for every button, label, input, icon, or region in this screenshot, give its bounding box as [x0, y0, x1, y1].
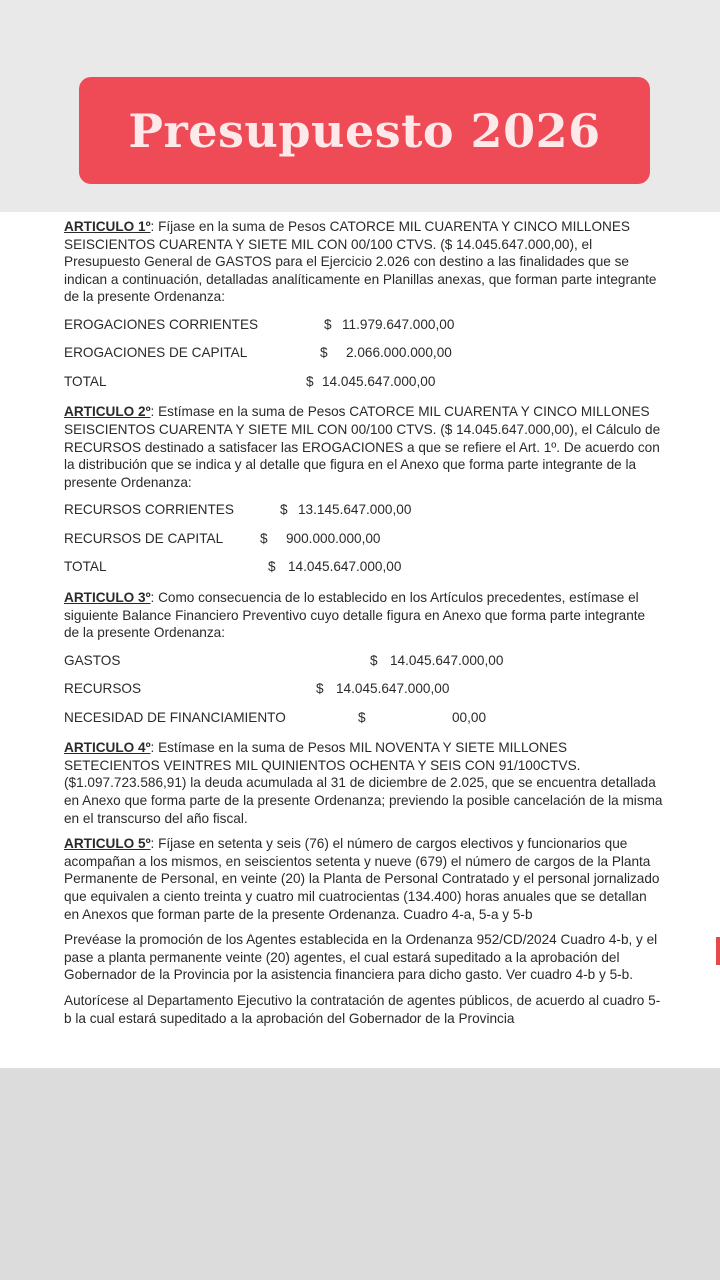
row-amount: 900.000.000,00	[286, 530, 381, 546]
bottom-background	[0, 1068, 720, 1280]
row-label: EROGACIONES DE CAPITAL	[64, 345, 248, 361]
row-amount: 14.045.647.000,00	[390, 652, 504, 668]
promotion-paragraph: Prevéase la promoción de los Agentes establecida en la Ordenanza 952/CD/2024 Cuadro 4-b, y el pase a planta permanente veinte (20) agentes, el cual estará supeditado a la aprobación del Gobernador de la Provincia por la asistencia financiera para dicho gasto. Ver cuadro 4-b y 5-b.	[64, 932, 658, 983]
row-amount: 14.045.647.000,00	[288, 559, 402, 575]
table-row	[64, 650, 664, 679]
row-amount: 13.145.647.000,00	[298, 502, 412, 518]
row-amount: 2.066.000.000,00	[346, 345, 452, 361]
currency-sign: $	[268, 559, 276, 575]
contracting-paragraph: Autorícese al Departamento Ejecutivo la contratación de agentes públicos, de acuerdo al cuadro 5-b la cual estará supeditado a la aprobación del Gobernador de la Provincia	[64, 992, 661, 1026]
article-text: : Estímase en la suma de Pesos MIL NOVENTA Y SIETE MILLONES SETECIENTOS VEINTRES MIL QUINIENTOS OCHENTA Y SEIS CON 91/100CTVS. ($1.097.723.586,91) la deuda acumulada al 31 de diciembre de 2.025, que se encuentra detallada en Anexo que forma parte de la presente Ordenanza; previendo la posible cancelación de la misma en el transcurso del año fiscal.	[64, 740, 663, 826]
currency-sign: $	[260, 530, 268, 546]
article-3	[64, 589, 664, 642]
document-body	[64, 218, 664, 1035]
balance-table	[64, 650, 664, 736]
article-text: : Como consecuencia de lo establecido en los Artículos precedentes, estímase el siguiente Balance Financiero Preventivo cuyo detalle figura en Anexo que forma parte integrante de la presente Ordenanza:	[64, 589, 646, 641]
table-row	[64, 499, 664, 528]
table-row	[64, 314, 664, 343]
banner-title: Presupuesto 2026	[128, 103, 601, 158]
row-label: EROGACIONES CORRIENTES	[64, 316, 259, 332]
row-amount: 00,00	[452, 709, 487, 725]
row-label: RECURSOS CORRIENTES	[64, 502, 234, 518]
row-amount: 14.045.647.000,00	[322, 373, 436, 389]
currency-sign: $	[358, 709, 366, 725]
article-heading: ARTICULO 1º	[64, 219, 151, 234]
article-heading: ARTICULO 2º	[64, 404, 151, 420]
currency-sign: $	[316, 681, 324, 697]
article-text: : Fíjase en la suma de Pesos CATORCE MIL CUARENTA Y CINCO MILLONES SEISCIENTOS CUARENTA Y SIETE MIL CON 00/100 CTVS. ($ 14.045.647.000,00), el Presupuesto General de GASTOS para el Ejercicio 2.026 con destino a las finalidades que se indican a continuación, detalladas analíticamente en Planillas anexas, que forman parte integrante de la presente Ordenanza:	[64, 219, 657, 305]
row-label: NECESIDAD DE FINANCIAMIENTO	[64, 709, 286, 725]
row-label: RECURSOS	[64, 681, 142, 697]
expenses-table	[64, 314, 664, 400]
article-4	[64, 739, 664, 827]
article-5	[64, 835, 664, 923]
table-row	[64, 556, 664, 585]
row-label: TOTAL	[64, 559, 107, 575]
table-row	[64, 707, 664, 736]
currency-sign: $	[280, 502, 288, 518]
row-amount: 14.045.647.000,00	[336, 681, 450, 697]
article-text: : Fíjase en setenta y seis (76) el número de cargos electivos y funcionarios que acompañan a los mismos, en seiscientos setenta y nueve (679) el número de cargos de la Planta Permanente de Personal, en veinte (20) la Planta de Personal Contratado y el personal jornalizado que equivalen a ciento treinta y cuatro mil cuatrocientas (134.400) horas anuales que se detallan en Anexos que forman parte de la presente Ordenanza. Cuadro 4-a, 5-a y 5-b	[64, 836, 660, 922]
title-banner	[79, 77, 650, 184]
currency-sign: $	[320, 345, 328, 361]
row-label: GASTOS	[64, 652, 121, 668]
article-1	[64, 218, 664, 306]
table-row	[64, 371, 664, 400]
row-label: TOTAL	[64, 373, 107, 389]
document-page	[0, 212, 720, 1068]
currency-sign: $	[306, 373, 314, 389]
row-label: RECURSOS DE CAPITAL	[64, 530, 224, 546]
resources-table	[64, 499, 664, 585]
table-row	[64, 528, 664, 557]
currency-sign: $	[370, 652, 378, 668]
article-2	[64, 403, 664, 491]
article-heading: ARTICULO 5º	[64, 836, 151, 852]
table-row	[64, 678, 664, 707]
table-row	[64, 342, 664, 371]
edge-marker	[716, 937, 720, 965]
article-text: : Estímase en la suma de Pesos CATORCE MIL CUARENTA Y CINCO MILLONES SEISCIENTOS CUARENTA Y SIETE MIL CON 00/100 CTVS. ($ 14.045.647.000,00), el Cálculo de RECURSOS destinado a satisfacer las EROGACIONES a que se refiere el Art. 1º. De acuerdo con la distribución que se indica y al detalle que figura en el Anexo que forma parte integrante de la presente Ordenanza:	[64, 404, 661, 490]
article-heading: ARTICULO 3º	[64, 589, 151, 605]
article-heading: ARTICULO 4º	[64, 740, 151, 756]
currency-sign: $	[324, 316, 332, 332]
row-amount: 11.979.647.000,00	[342, 316, 455, 332]
